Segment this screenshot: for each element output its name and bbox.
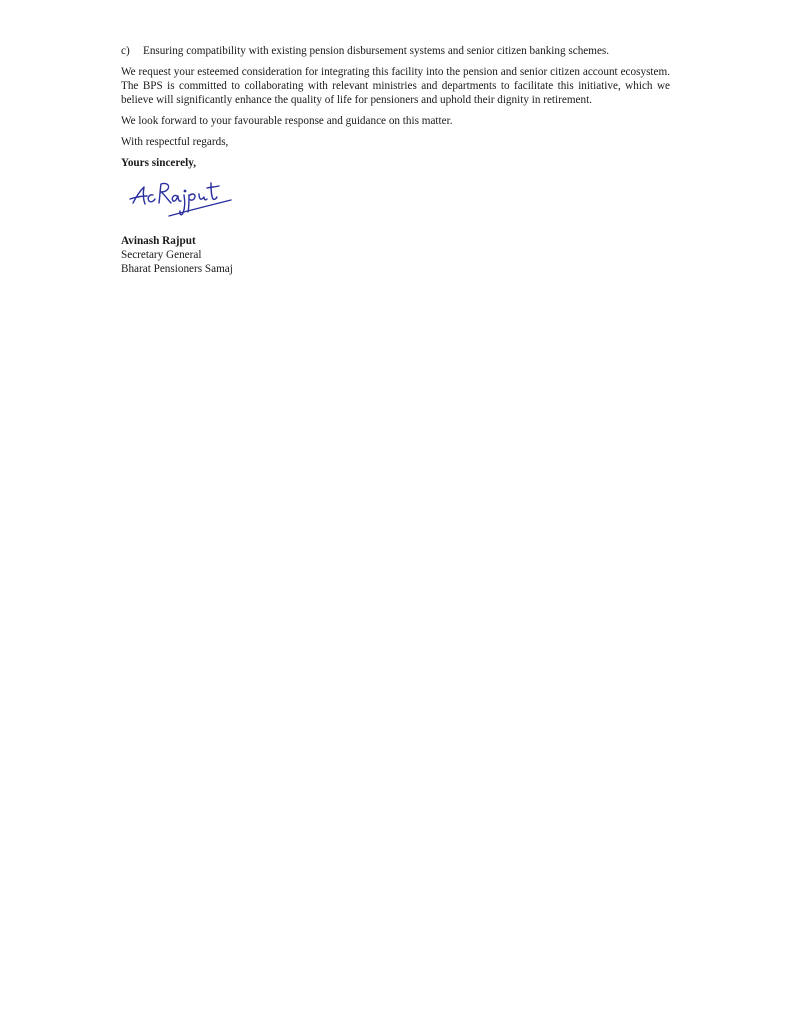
- forward-paragraph: We look forward to your favourable response and guidance on this matter.: [121, 115, 453, 127]
- signatory-name: Avinash Rajput: [121, 235, 196, 247]
- closing-line: Yours sincerely,: [121, 157, 196, 169]
- letter-page: [121, 44, 670, 276]
- signature: [121, 177, 670, 231]
- list-item-text: Ensuring compatibility with existing pension disbursement systems and senior citizen banking schemes.: [143, 45, 610, 57]
- signatory-block: [121, 234, 670, 276]
- list-item-c: [121, 44, 670, 58]
- handwritten-signature: [127, 177, 237, 229]
- request-paragraph: We request your esteemed consideration for integrating this facility into the pension and senior citizen account ecosystem. The BPS is committed to collaborating with relevant ministries and departments to facilitate this initiative, which we believe will significantly enhance the quality of life for pensioners and uphold their dignity in retirement.: [121, 66, 670, 106]
- regards-line: With respectful regards,: [121, 136, 229, 148]
- list-marker: c): [121, 45, 130, 57]
- signatory-organization: Bharat Pensioners Samaj: [121, 263, 233, 275]
- signatory-title: Secretary General: [121, 249, 202, 261]
